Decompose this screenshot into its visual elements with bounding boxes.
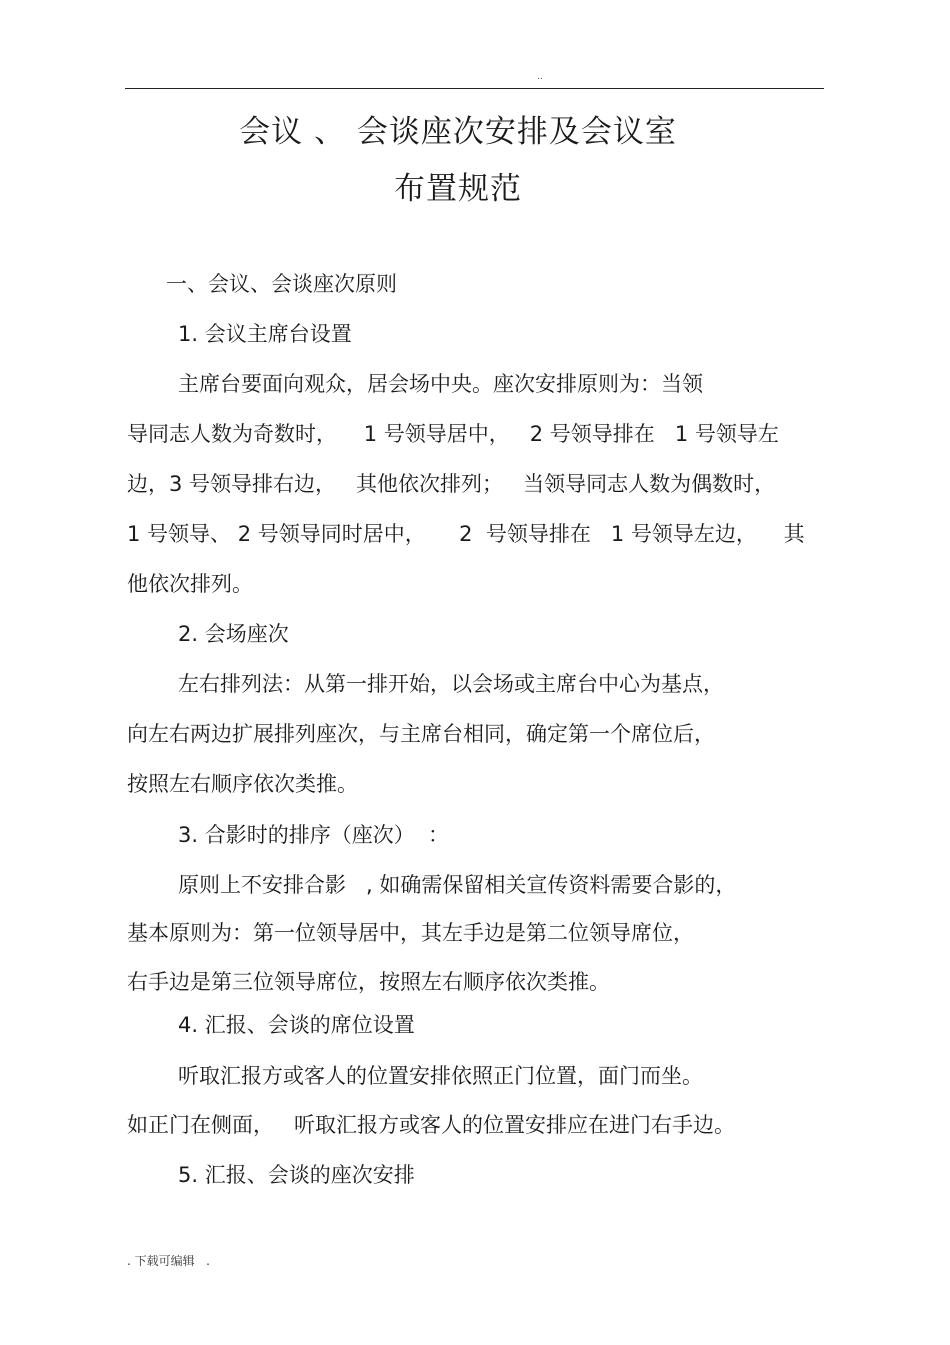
paragraph-line: 原则上不安排合影 , 如确需保留相关宣传资料需要合影的， bbox=[178, 873, 737, 897]
document-title-line-1: 会议 、 会谈座次安排及会议室 bbox=[239, 114, 677, 150]
paragraph-line: 导同志人数为奇数时， 1 号领导居中， 2 号领导排在 1 号领导左 bbox=[127, 422, 779, 446]
section-heading: 一、会议、会谈座次原则 bbox=[166, 272, 397, 296]
header-mark: .. bbox=[537, 72, 543, 82]
header-rule bbox=[125, 88, 824, 89]
paragraph-line: 向左右两边扩展排列座次，与主席台相同，确定第一个席位后， bbox=[127, 722, 715, 746]
paragraph-line: 他依次排列。 bbox=[127, 572, 253, 596]
paragraph-line: 如正门在侧面， 听取汇报方或客人的位置安排应在进门右手边。 bbox=[127, 1113, 736, 1137]
paragraph-line: 基本原则为：第一位领导居中，其左手边是第二位领导席位， bbox=[127, 921, 694, 945]
paragraph-line: 1 号领导、 2 号领导同时居中， 2 号领导排在 1 号领导左边， 其 bbox=[127, 522, 805, 546]
paragraph-line: 主席台要面向观众，居会场中央。座次安排原则为：当领 bbox=[178, 372, 703, 396]
subsection-heading: 2. 会场座次 bbox=[178, 622, 289, 646]
subsection-heading: 3. 合影时的排序（座次） ： bbox=[178, 823, 450, 847]
subsection-heading: 4. 汇报、会谈的席位设置 bbox=[178, 1013, 415, 1037]
subsection-heading: 5. 汇报、会谈的座次安排 bbox=[178, 1163, 415, 1187]
paragraph-line: 边，3 号领导排右边， 其他依次排列； 当领导同志人数为偶数时， bbox=[127, 472, 776, 496]
subsection-heading: 1. 会议主席台设置 bbox=[178, 322, 352, 346]
paragraph-line: 左右排列法：从第一排开始，以会场或主席台中心为基点， bbox=[178, 672, 724, 696]
paragraph-line: 右手边是第三位领导席位，按照左右顺序依次类推。 bbox=[127, 970, 610, 994]
document-title-line-2: 布置规范 bbox=[394, 171, 522, 207]
paragraph-line: 听取汇报方或客人的位置安排依照正门位置，面门而坐。 bbox=[178, 1064, 703, 1088]
footer-note: . 下载可编辑 . bbox=[127, 1254, 210, 1268]
paragraph-line: 按照左右顺序依次类推。 bbox=[127, 772, 358, 796]
